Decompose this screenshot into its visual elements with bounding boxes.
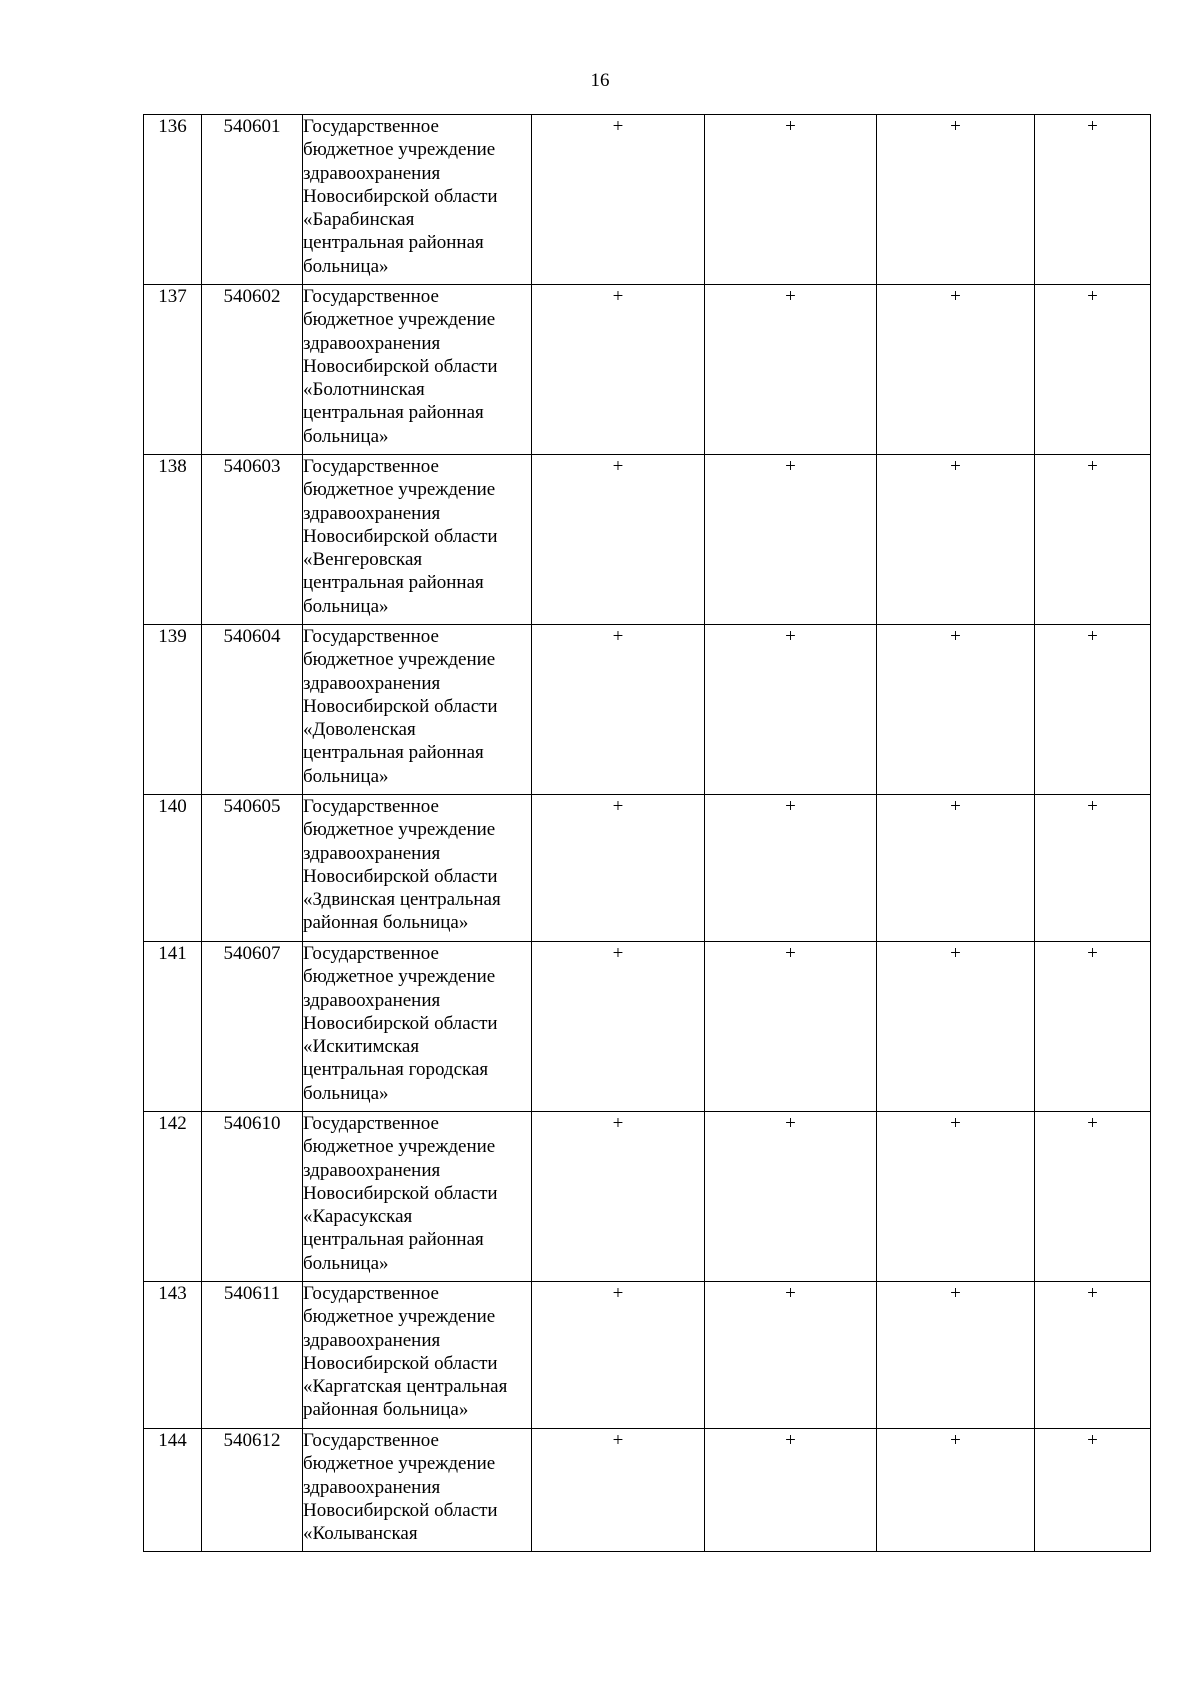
mark-cell-4: + [1035,1112,1151,1282]
organization-code-cell: 540601 [202,115,303,285]
mark-cell-4: + [1035,625,1151,795]
organization-code-cell: 540604 [202,625,303,795]
organization-name-cell [303,115,532,285]
mark-cell-2: + [705,455,877,625]
mark-cell-3: + [877,942,1035,1112]
organization-code-cell: 540602 [202,285,303,455]
organization-name-line: «Болотнинская [303,379,425,401]
organization-name-line: бюджетное учреждение [303,479,496,501]
row-number-cell: 140 [144,795,202,942]
row-number-cell: 138 [144,455,202,625]
mark-cell-1: + [532,942,705,1112]
table-row [144,625,1151,795]
organization-name-line: бюджетное учреждение [303,1306,496,1328]
organization-name-line: бюджетное учреждение [303,966,496,988]
organization-code-cell: 540605 [202,795,303,942]
mark-cell-2: + [705,795,877,942]
organization-name-line: «Карасукская [303,1206,413,1228]
organization-name-line: больница» [303,765,389,787]
organization-name-line: центральная районная [303,1229,484,1251]
organization-name-line: Новосибирской области [303,1499,498,1521]
organization-name-line: центральная районная [303,232,484,254]
mark-cell-3: + [877,1112,1035,1282]
organization-name-line: бюджетное учреждение [303,649,496,671]
mark-cell-3: + [877,795,1035,942]
table-row [144,285,1151,455]
organization-code-cell: 540610 [202,1112,303,1282]
mark-cell-1: + [532,795,705,942]
table-body [144,115,1151,1552]
organization-name-line: Новосибирской области [303,355,498,377]
organization-name-line: здравоохранения [303,502,441,524]
organization-name-line: Государственное [303,286,439,307]
organization-code-cell: 540612 [202,1429,303,1552]
organization-name-line: «Доволенская [303,719,416,741]
organization-name-line: Государственное [303,116,439,137]
organization-code-cell: 540607 [202,942,303,1112]
organization-name-line: Новосибирской области [303,1012,498,1034]
organization-name-line: Новосибирской области [303,185,498,207]
organization-name-line: районная больница» [303,912,469,934]
organization-name-cell [303,1112,532,1282]
organization-name-line: бюджетное учреждение [303,1136,496,1158]
organization-name-line: «Искитимская [303,1036,420,1058]
table-row [144,455,1151,625]
mark-cell-3: + [877,1282,1035,1429]
row-number-cell: 144 [144,1429,202,1552]
medical-organizations-table [143,114,1151,1552]
mark-cell-4: + [1035,1282,1151,1429]
organization-name-line: здравоохранения [303,332,441,354]
mark-cell-2: + [705,1282,877,1429]
organization-name-line: Государственное [303,943,439,964]
page-number: 16 [590,70,610,91]
table-row [144,1282,1151,1429]
organization-name-line: здравоохранения [303,1329,441,1351]
organization-name-cell [303,942,532,1112]
organization-code-cell: 540603 [202,455,303,625]
organization-name-line: Государственное [303,456,439,477]
row-number-cell: 141 [144,942,202,1112]
organization-name-line: бюджетное учреждение [303,139,496,161]
organization-code-cell: 540611 [202,1282,303,1429]
organization-name-cell [303,1429,532,1552]
organization-name-line: «Колыванская [303,1523,418,1545]
organization-name-line: Государственное [303,626,439,647]
organization-name-line: здравоохранения [303,162,441,184]
mark-cell-4: + [1035,115,1151,285]
row-number-cell: 142 [144,1112,202,1282]
mark-cell-2: + [705,1429,877,1552]
organization-name-line: «Каргатская центральная [303,1376,508,1398]
organization-name-cell [303,625,532,795]
organization-name-line: центральная районная [303,402,484,424]
organization-name-line: больница» [303,1252,389,1274]
table-row [144,942,1151,1112]
organization-name-line: Государственное [303,1113,439,1134]
organization-name-line: бюджетное учреждение [303,819,496,841]
mark-cell-1: + [532,1282,705,1429]
organization-name-line: Новосибирской области [303,525,498,547]
organization-name-cell [303,1282,532,1429]
organization-name-line: Новосибирской области [303,695,498,717]
organization-name-cell [303,285,532,455]
mark-cell-4: + [1035,1429,1151,1552]
row-number-cell: 143 [144,1282,202,1429]
organization-name-line: Новосибирской области [303,865,498,887]
mark-cell-4: + [1035,795,1151,942]
mark-cell-2: + [705,285,877,455]
organization-name-line: больница» [303,425,389,447]
organization-name-line: больница» [303,255,389,277]
mark-cell-1: + [532,115,705,285]
organization-name-line: больница» [303,1082,389,1104]
organization-name-line: Новосибирской области [303,1182,498,1204]
organization-name-line: Государственное [303,1430,439,1451]
organization-name-cell [303,795,532,942]
organization-name-line: «Барабинская [303,209,415,231]
organization-name-line: бюджетное учреждение [303,1453,496,1475]
mark-cell-3: + [877,115,1035,285]
mark-cell-4: + [1035,455,1151,625]
mark-cell-3: + [877,455,1035,625]
mark-cell-1: + [532,285,705,455]
table-row [144,795,1151,942]
row-number-cell: 137 [144,285,202,455]
mark-cell-3: + [877,625,1035,795]
organization-name-line: «Здвинская центральная [303,889,501,911]
mark-cell-1: + [532,1429,705,1552]
mark-cell-4: + [1035,942,1151,1112]
organization-name-line: районная больница» [303,1399,469,1421]
mark-cell-2: + [705,1112,877,1282]
table-row [144,1429,1151,1552]
organization-name-line: больница» [303,595,389,617]
organization-name-line: Новосибирской области [303,1352,498,1374]
mark-cell-2: + [705,625,877,795]
mark-cell-1: + [532,455,705,625]
mark-cell-1: + [532,1112,705,1282]
mark-cell-4: + [1035,285,1151,455]
organization-name-line: центральная районная [303,742,484,764]
mark-cell-1: + [532,625,705,795]
organization-name-line: здравоохранения [303,989,441,1011]
mark-cell-3: + [877,1429,1035,1552]
organization-name-line: здравоохранения [303,842,441,864]
mark-cell-2: + [705,115,877,285]
mark-cell-2: + [705,942,877,1112]
organization-name-line: Государственное [303,796,439,817]
mark-cell-3: + [877,285,1035,455]
row-number-cell: 136 [144,115,202,285]
organization-name-line: здравоохранения [303,1476,441,1498]
table-row [144,1112,1151,1282]
organization-name-line: «Венгеровская [303,549,423,571]
table-row [144,115,1151,285]
organization-name-line: Государственное [303,1283,439,1304]
organization-name-line: здравоохранения [303,672,441,694]
organization-name-cell [303,455,532,625]
organization-name-line: центральная городская [303,1059,489,1081]
row-number-cell: 139 [144,625,202,795]
organization-name-line: центральная районная [303,572,484,594]
organization-name-line: здравоохранения [303,1159,441,1181]
organization-name-line: бюджетное учреждение [303,309,496,331]
